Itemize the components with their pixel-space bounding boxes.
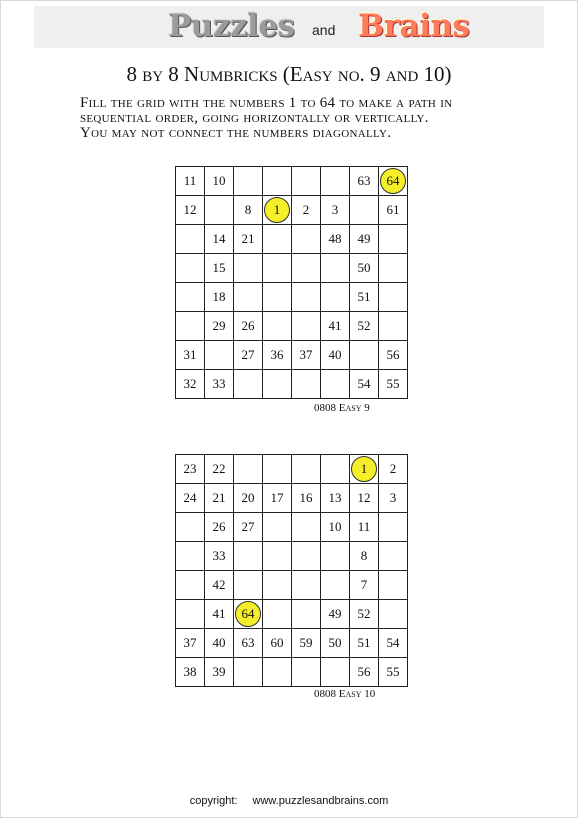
given-number: 11 xyxy=(183,173,197,188)
given-number: 26 xyxy=(241,318,255,333)
grid-cell[interactable] xyxy=(321,600,350,629)
grid-cell[interactable] xyxy=(350,370,379,399)
grid-cell[interactable] xyxy=(379,455,408,484)
grid-cell[interactable] xyxy=(321,196,350,225)
given-number: 33 xyxy=(212,548,226,563)
grid-cell[interactable] xyxy=(292,600,321,629)
given-number: 8 xyxy=(244,202,252,217)
grid-row xyxy=(176,629,408,658)
grid-cell[interactable] xyxy=(205,196,234,225)
given-number: 37 xyxy=(299,347,313,362)
given-number: 36 xyxy=(270,347,284,362)
grid-cell[interactable] xyxy=(176,312,205,341)
grid-cell[interactable] xyxy=(263,571,292,600)
grid-cell[interactable] xyxy=(350,167,379,196)
grid-cell[interactable] xyxy=(205,370,234,399)
given-number: 23 xyxy=(183,461,197,476)
grid-cell[interactable] xyxy=(205,542,234,571)
grid-cell[interactable] xyxy=(379,658,408,687)
grid-cell[interactable] xyxy=(234,542,263,571)
given-number: 39 xyxy=(212,664,226,679)
copyright-label: copyright: xyxy=(189,795,238,807)
given-number: 48 xyxy=(328,231,342,246)
grid-cell[interactable] xyxy=(292,312,321,341)
grid-cell[interactable] xyxy=(234,341,263,370)
footer xyxy=(0,795,578,807)
instruction-line: Fill the grid with the numbers 1 to 64 to make a path in xyxy=(80,95,453,111)
given-number: 50 xyxy=(328,635,342,650)
grid-cell[interactable] xyxy=(263,542,292,571)
grid-cell[interactable] xyxy=(292,341,321,370)
grid-cell[interactable] xyxy=(350,312,379,341)
grid-cell[interactable] xyxy=(234,167,263,196)
grid-cell[interactable] xyxy=(176,455,205,484)
grid-cell[interactable] xyxy=(205,571,234,600)
grid-row xyxy=(176,513,408,542)
grid-cell[interactable] xyxy=(234,571,263,600)
grid-cell[interactable] xyxy=(263,455,292,484)
grid-cell[interactable] xyxy=(379,167,408,196)
given-number: 41 xyxy=(212,606,226,621)
grid-cell[interactable] xyxy=(379,341,408,370)
grid-cell[interactable] xyxy=(350,341,379,370)
grid-row xyxy=(176,600,408,629)
grid-cell[interactable] xyxy=(321,341,350,370)
grid-cell[interactable] xyxy=(234,254,263,283)
given-number: 22 xyxy=(212,461,226,476)
grid-cell[interactable] xyxy=(205,513,234,542)
given-number: 21 xyxy=(212,490,226,505)
given-number: 24 xyxy=(183,490,197,505)
grid-row xyxy=(176,283,408,312)
given-number: 54 xyxy=(357,376,371,391)
given-number: 55 xyxy=(386,664,400,679)
grid-cell[interactable] xyxy=(379,283,408,312)
given-number: 7 xyxy=(360,577,368,592)
puzzle-grid-easy-9 xyxy=(175,166,408,399)
grid-row xyxy=(176,312,408,341)
given-number: 32 xyxy=(183,376,197,391)
given-number: 37 xyxy=(183,635,197,650)
grid-cell[interactable] xyxy=(292,167,321,196)
grid-cell[interactable] xyxy=(292,571,321,600)
grid-cell[interactable] xyxy=(205,167,234,196)
grid-cell[interactable] xyxy=(205,254,234,283)
grid-cell[interactable] xyxy=(176,341,205,370)
given-number: 12 xyxy=(183,202,197,217)
grid-cell[interactable] xyxy=(176,658,205,687)
grid-cell[interactable] xyxy=(292,225,321,254)
grid-cell[interactable] xyxy=(292,283,321,312)
given-number: 42 xyxy=(212,577,226,592)
grid-cell[interactable] xyxy=(350,225,379,254)
logo-brains: Brains xyxy=(358,8,470,44)
grid-cell[interactable] xyxy=(379,312,408,341)
grid-cell[interactable] xyxy=(292,455,321,484)
grid-row xyxy=(176,484,408,513)
grid-cell[interactable] xyxy=(176,370,205,399)
grid-cell[interactable] xyxy=(176,484,205,513)
grid-row xyxy=(176,341,408,370)
grid-row xyxy=(176,455,408,484)
logo-puzzles: Puzzles xyxy=(168,8,295,44)
given-number: 59 xyxy=(299,635,313,650)
grid-cell[interactable] xyxy=(350,542,379,571)
grid-row xyxy=(176,542,408,571)
given-number: 20 xyxy=(241,490,255,505)
highlighted-number: 1 xyxy=(264,197,290,223)
grid-cell[interactable] xyxy=(350,629,379,658)
grid-cell[interactable] xyxy=(321,167,350,196)
grid-cell[interactable] xyxy=(205,455,234,484)
grid-cell[interactable] xyxy=(321,484,350,513)
given-number: 60 xyxy=(270,635,284,650)
grid-cell[interactable] xyxy=(321,254,350,283)
grid-cell[interactable] xyxy=(263,167,292,196)
grid-cell[interactable] xyxy=(321,571,350,600)
given-number: 15 xyxy=(212,260,226,275)
puzzle-caption: 0808 Easy 10 xyxy=(314,688,376,700)
grid-cell[interactable] xyxy=(321,455,350,484)
grid-cell[interactable] xyxy=(350,484,379,513)
grid-cell[interactable] xyxy=(205,225,234,254)
given-number: 18 xyxy=(212,289,226,304)
given-number: 11 xyxy=(357,519,371,534)
puzzle-caption: 0808 Easy 9 xyxy=(314,402,370,414)
grid-cell[interactable] xyxy=(350,658,379,687)
grid-cell[interactable] xyxy=(379,484,408,513)
grid-cell[interactable] xyxy=(379,542,408,571)
grid-cell[interactable] xyxy=(321,283,350,312)
grid-cell[interactable] xyxy=(205,658,234,687)
grid-cell[interactable] xyxy=(234,513,263,542)
logo-and: and xyxy=(312,22,336,38)
given-number: 52 xyxy=(357,318,371,333)
website-link[interactable]: www.puzzlesandbrains.com xyxy=(252,795,389,807)
grid-cell[interactable] xyxy=(234,629,263,658)
given-number: 31 xyxy=(183,347,197,362)
given-number: 3 xyxy=(389,490,397,505)
grid-cell[interactable] xyxy=(176,283,205,312)
grid-cell[interactable] xyxy=(176,254,205,283)
given-number: 21 xyxy=(241,231,255,246)
grid-cell[interactable] xyxy=(205,283,234,312)
given-number: 52 xyxy=(357,606,371,621)
given-number: 56 xyxy=(386,347,400,362)
grid-cell[interactable] xyxy=(176,225,205,254)
given-number: 56 xyxy=(357,664,371,679)
highlighted-number: 1 xyxy=(351,456,377,482)
instructions xyxy=(80,96,452,141)
grid-cell[interactable] xyxy=(379,513,408,542)
given-number: 13 xyxy=(328,490,342,505)
grid-cell[interactable] xyxy=(350,513,379,542)
grid-cell[interactable] xyxy=(321,629,350,658)
given-number: 8 xyxy=(360,548,368,563)
grid-cell[interactable] xyxy=(263,370,292,399)
grid-cell[interactable] xyxy=(263,196,292,225)
given-number: 41 xyxy=(328,318,342,333)
given-number: 49 xyxy=(328,606,342,621)
given-number: 40 xyxy=(212,635,226,650)
grid-cell[interactable] xyxy=(176,513,205,542)
given-number: 2 xyxy=(302,202,310,217)
grid-cell[interactable] xyxy=(263,513,292,542)
grid-cell[interactable] xyxy=(321,225,350,254)
given-number: 3 xyxy=(331,202,339,217)
grid-cell[interactable] xyxy=(292,370,321,399)
grid-cell[interactable] xyxy=(292,254,321,283)
grid-cell[interactable] xyxy=(263,312,292,341)
grid-cell[interactable] xyxy=(350,571,379,600)
puzzle-grid-easy-10 xyxy=(175,454,408,687)
grid-cell[interactable] xyxy=(176,571,205,600)
grid-cell[interactable] xyxy=(234,455,263,484)
grid-cell[interactable] xyxy=(263,341,292,370)
grid-cell[interactable] xyxy=(205,484,234,513)
grid-cell[interactable] xyxy=(321,312,350,341)
given-number: 27 xyxy=(241,519,255,534)
grid-cell[interactable] xyxy=(263,283,292,312)
grid-cell[interactable] xyxy=(176,629,205,658)
grid-cell[interactable] xyxy=(234,600,263,629)
grid-cell[interactable] xyxy=(350,455,379,484)
highlighted-number: 64 xyxy=(380,168,406,194)
grid-cell[interactable] xyxy=(176,542,205,571)
given-number: 10 xyxy=(328,519,342,534)
grid-cell[interactable] xyxy=(263,629,292,658)
grid-cell[interactable] xyxy=(379,571,408,600)
given-number: 26 xyxy=(212,519,226,534)
page-title: 8 by 8 Numbricks (Easy no. 9 and 10) xyxy=(126,62,452,86)
grid-cell[interactable] xyxy=(205,600,234,629)
given-number: 12 xyxy=(357,490,371,505)
given-number: 29 xyxy=(212,318,226,333)
grid-cell[interactable] xyxy=(234,370,263,399)
given-number: 27 xyxy=(241,347,255,362)
grid-cell[interactable] xyxy=(263,600,292,629)
grid-cell[interactable] xyxy=(379,629,408,658)
grid-cell[interactable] xyxy=(176,600,205,629)
grid-cell[interactable] xyxy=(350,254,379,283)
given-number: 63 xyxy=(241,635,255,650)
grid-cell[interactable] xyxy=(205,312,234,341)
grid-row xyxy=(176,225,408,254)
grid-row xyxy=(176,167,408,196)
given-number: 50 xyxy=(357,260,371,275)
given-number: 2 xyxy=(389,461,397,476)
given-number: 14 xyxy=(212,231,226,246)
grid-cell[interactable] xyxy=(234,484,263,513)
given-number: 51 xyxy=(357,635,371,650)
grid-cell[interactable] xyxy=(292,484,321,513)
given-number: 17 xyxy=(270,490,284,505)
grid-cell[interactable] xyxy=(292,629,321,658)
given-number: 61 xyxy=(386,202,400,217)
grid-cell[interactable] xyxy=(321,370,350,399)
given-number: 40 xyxy=(328,347,342,362)
highlighted-number: 64 xyxy=(235,601,261,627)
grid-cell[interactable] xyxy=(379,370,408,399)
grid-cell[interactable] xyxy=(263,225,292,254)
grid-row xyxy=(176,658,408,687)
grid-cell[interactable] xyxy=(292,542,321,571)
grid-cell[interactable] xyxy=(350,196,379,225)
grid-row xyxy=(176,254,408,283)
given-number: 49 xyxy=(357,231,371,246)
grid-cell[interactable] xyxy=(321,513,350,542)
grid-cell[interactable] xyxy=(234,225,263,254)
grid-cell[interactable] xyxy=(176,167,205,196)
given-number: 63 xyxy=(357,173,371,188)
grid-cell[interactable] xyxy=(263,658,292,687)
given-number: 10 xyxy=(212,173,226,188)
grid-cell[interactable] xyxy=(234,196,263,225)
given-number: 54 xyxy=(386,635,400,650)
grid-row xyxy=(176,571,408,600)
grid-cell[interactable] xyxy=(379,600,408,629)
given-number: 38 xyxy=(183,664,197,679)
grid-cell[interactable] xyxy=(176,196,205,225)
given-number: 16 xyxy=(299,490,313,505)
instruction-line: sequential order, going horizontally or vertically. xyxy=(80,110,429,126)
given-number: 51 xyxy=(357,289,371,304)
grid-cell[interactable] xyxy=(234,312,263,341)
grid-cell[interactable] xyxy=(292,513,321,542)
grid-cell[interactable] xyxy=(263,254,292,283)
given-number: 33 xyxy=(212,376,226,391)
grid-row xyxy=(176,370,408,399)
grid-cell[interactable] xyxy=(205,629,234,658)
grid-cell[interactable] xyxy=(292,196,321,225)
given-number: 55 xyxy=(386,376,400,391)
grid-row xyxy=(176,196,408,225)
grid-cell[interactable] xyxy=(292,658,321,687)
grid-cell[interactable] xyxy=(263,484,292,513)
grid-cell[interactable] xyxy=(379,196,408,225)
grid-cell[interactable] xyxy=(234,283,263,312)
grid-cell[interactable] xyxy=(321,542,350,571)
instruction-line: You may not connect the numbers diagonally. xyxy=(80,125,392,141)
grid-cell[interactable] xyxy=(350,600,379,629)
grid-cell[interactable] xyxy=(379,225,408,254)
grid-cell[interactable] xyxy=(234,658,263,687)
grid-cell[interactable] xyxy=(379,254,408,283)
grid-cell[interactable] xyxy=(205,341,234,370)
header-banner xyxy=(34,6,544,48)
grid-cell[interactable] xyxy=(321,658,350,687)
grid-cell[interactable] xyxy=(350,283,379,312)
